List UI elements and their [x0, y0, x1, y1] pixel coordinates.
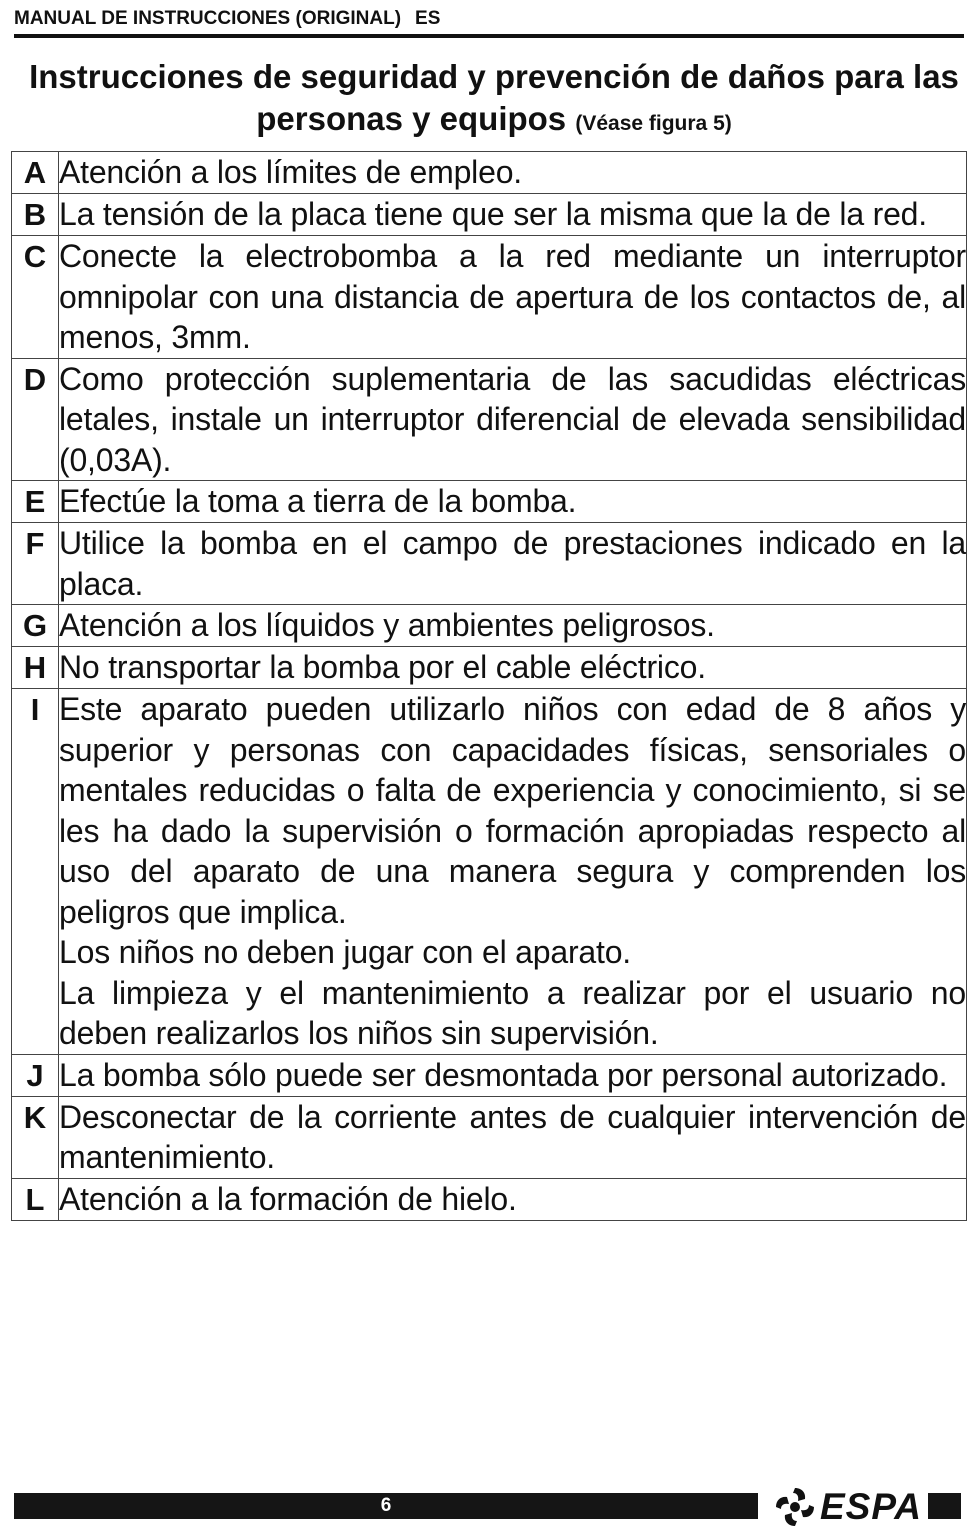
row-letter: E: [12, 481, 59, 523]
espa-swirl-icon: [772, 1484, 818, 1530]
row-letter: L: [12, 1178, 59, 1220]
table-row: [12, 481, 967, 523]
table-row: [12, 605, 967, 647]
row-letter: F: [12, 523, 59, 605]
manual-label: MANUAL DE INSTRUCCIONES (ORIGINAL): [14, 8, 402, 29]
table-row: [12, 1096, 967, 1178]
row-paragraph: Este aparato pueden utilizarlo niños con edad de 8 años y superior y personas con capacidades físicas, sensoriales o mentales reducidas o falta de experiencia y conocimiento, si se les ha dado la supervisión o formación apropiadas respecto al uso del aparato de una manera segura y comprenden los peligros que implica.: [59, 691, 966, 930]
document-header: [14, 6, 964, 38]
row-text: Utilice la bomba en el campo de prestaciones indicado en la placa.: [59, 523, 967, 605]
row-text: Conecte la electrobomba a la red mediante un interruptor omnipolar con una distancia de apertura de los contactos de, al menos, 3mm.: [59, 236, 967, 359]
row-text: La tensión de la placa tiene que ser la misma que la de la red.: [59, 194, 967, 236]
footer-bar: [14, 1493, 758, 1519]
row-letter: A: [12, 152, 59, 194]
row-text: [59, 689, 967, 1055]
page-title: [14, 56, 974, 145]
language-code: ES: [415, 8, 441, 29]
row-text: Efectúe la toma a tierra de la bomba.: [59, 481, 967, 523]
row-paragraph: La limpieza y el mantenimiento a realizar por el usuario no deben realizarlos los niños sin supervisión.: [59, 974, 966, 1051]
row-text: La bomba sólo puede ser desmontada por personal autorizado.: [59, 1054, 967, 1096]
figure-reference: (Véase figura 5): [575, 112, 732, 135]
row-text: Atención a los límites de empleo.: [59, 152, 967, 194]
table-row: [12, 194, 967, 236]
table-row: [12, 152, 967, 194]
row-letter: C: [12, 236, 59, 359]
safety-instructions-table: [11, 151, 967, 1221]
row-letter: J: [12, 1054, 59, 1096]
page-number: 6: [380, 1495, 392, 1516]
row-letter: K: [12, 1096, 59, 1178]
row-paragraph: Los niños no deben jugar con el aparato.: [59, 934, 631, 970]
row-letter: D: [12, 358, 59, 481]
row-letter: I: [12, 689, 59, 1055]
brand-name: ESPA: [819, 1486, 922, 1527]
row-letter: H: [12, 647, 59, 689]
row-text: Atención a los líquidos y ambientes peligrosos.: [59, 605, 967, 647]
title-main: Instrucciones de seguridad y prevención de daños para las personas y equipos: [29, 58, 959, 137]
table-row: [12, 647, 967, 689]
table-row: [12, 523, 967, 605]
row-text: Atención a la formación de hielo.: [59, 1178, 967, 1220]
table-row: [12, 236, 967, 359]
row-text: Como protección suplementaria de las sacudidas eléctricas letales, instale un interruptor diferencial de elevada sensibilidad (0,03A).: [59, 358, 967, 481]
table-row: [12, 1178, 967, 1220]
row-text: Desconectar de la corriente antes de cualquier intervención de mantenimiento.: [59, 1096, 967, 1178]
table-row: [12, 689, 967, 1055]
row-text: No transportar la bomba por el cable eléctrico.: [59, 647, 967, 689]
table-row: [12, 358, 967, 481]
espa-logo: [772, 1482, 922, 1532]
table-row: [12, 1054, 967, 1096]
footer-bar-end: [928, 1493, 961, 1519]
row-letter: B: [12, 194, 59, 236]
row-letter: G: [12, 605, 59, 647]
